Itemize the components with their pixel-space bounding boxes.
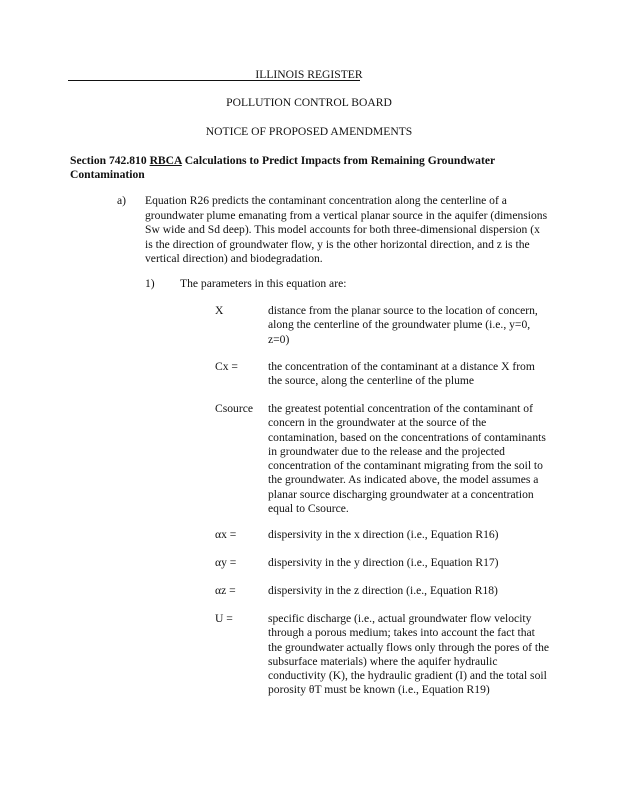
param-definition: distance from the planar source to the location of concern, along the centerline of the groundwater plume (i.e., y=0, z=0)	[268, 304, 538, 346]
section-number: Section 742.810	[70, 154, 147, 167]
param-definition: the concentration of the contaminant at a distance X from the source, along the centerline of the plume	[268, 360, 535, 388]
register-header: ILLINOIS REGISTER	[255, 68, 363, 81]
subsection-a-label: a)	[117, 194, 127, 207]
param-definition: specific discharge (i.e., actual groundwater flow velocity through a porous medium; takes into account the fact that the groundwater actually flows only through the pores of the subsurface materials) where the aquifer hydraulic conductivity (K), the hydraulic gradient (I) and the total soil porosity θT must be known (i.e., Equation R19)	[268, 612, 550, 697]
header-rule	[68, 80, 360, 81]
param-term: X	[215, 304, 224, 317]
item-1-label: 1)	[145, 277, 155, 290]
param-term: U =	[215, 612, 233, 625]
section-heading	[70, 154, 540, 182]
section-title: Calculations to Predict Impacts from Remaining Groundwater Contamination	[70, 154, 495, 181]
item-1-text: The parameters in this equation are:	[180, 277, 347, 290]
param-definition: dispersivity in the x direction (i.e., Equation R16)	[268, 528, 499, 541]
param-definition: dispersivity in the z direction (i.e., Equation R18)	[268, 584, 498, 597]
param-term: Cx =	[215, 360, 238, 373]
param-term: Csource	[215, 402, 253, 415]
subsection-a-text: Equation R26 predicts the contaminant concentration along the centerline of a groundwater plume emanating from a vertical planar source in the aquifer (dimensions Sw wide and Sd deep). This model accounts for both three-dimensional dispersion (x is the direction of groundwater flow, y is the other horizontal direction, and z is the vertical direction) and biodegradation.	[145, 194, 548, 266]
param-term: αz =	[215, 584, 236, 597]
section-rbca: RBCA	[149, 154, 182, 167]
param-term: αy =	[215, 556, 237, 569]
param-term: αx =	[215, 528, 237, 541]
param-definition: the greatest potential concentration of the contaminant of concern in the groundwater at the source of the contamination, based on the concentrations of contaminants in groundwater due to the release and the projected concentration of the contaminant migrating from the soil to the groundwater. As indicated above, the model assumes a planar source discharging groundwater at a concentration equal to Csource.	[268, 402, 546, 516]
param-definition: dispersivity in the y direction (i.e., Equation R17)	[268, 556, 499, 569]
board-header: POLLUTION CONTROL BOARD	[226, 96, 392, 109]
notice-header: NOTICE OF PROPOSED AMENDMENTS	[205, 125, 413, 138]
